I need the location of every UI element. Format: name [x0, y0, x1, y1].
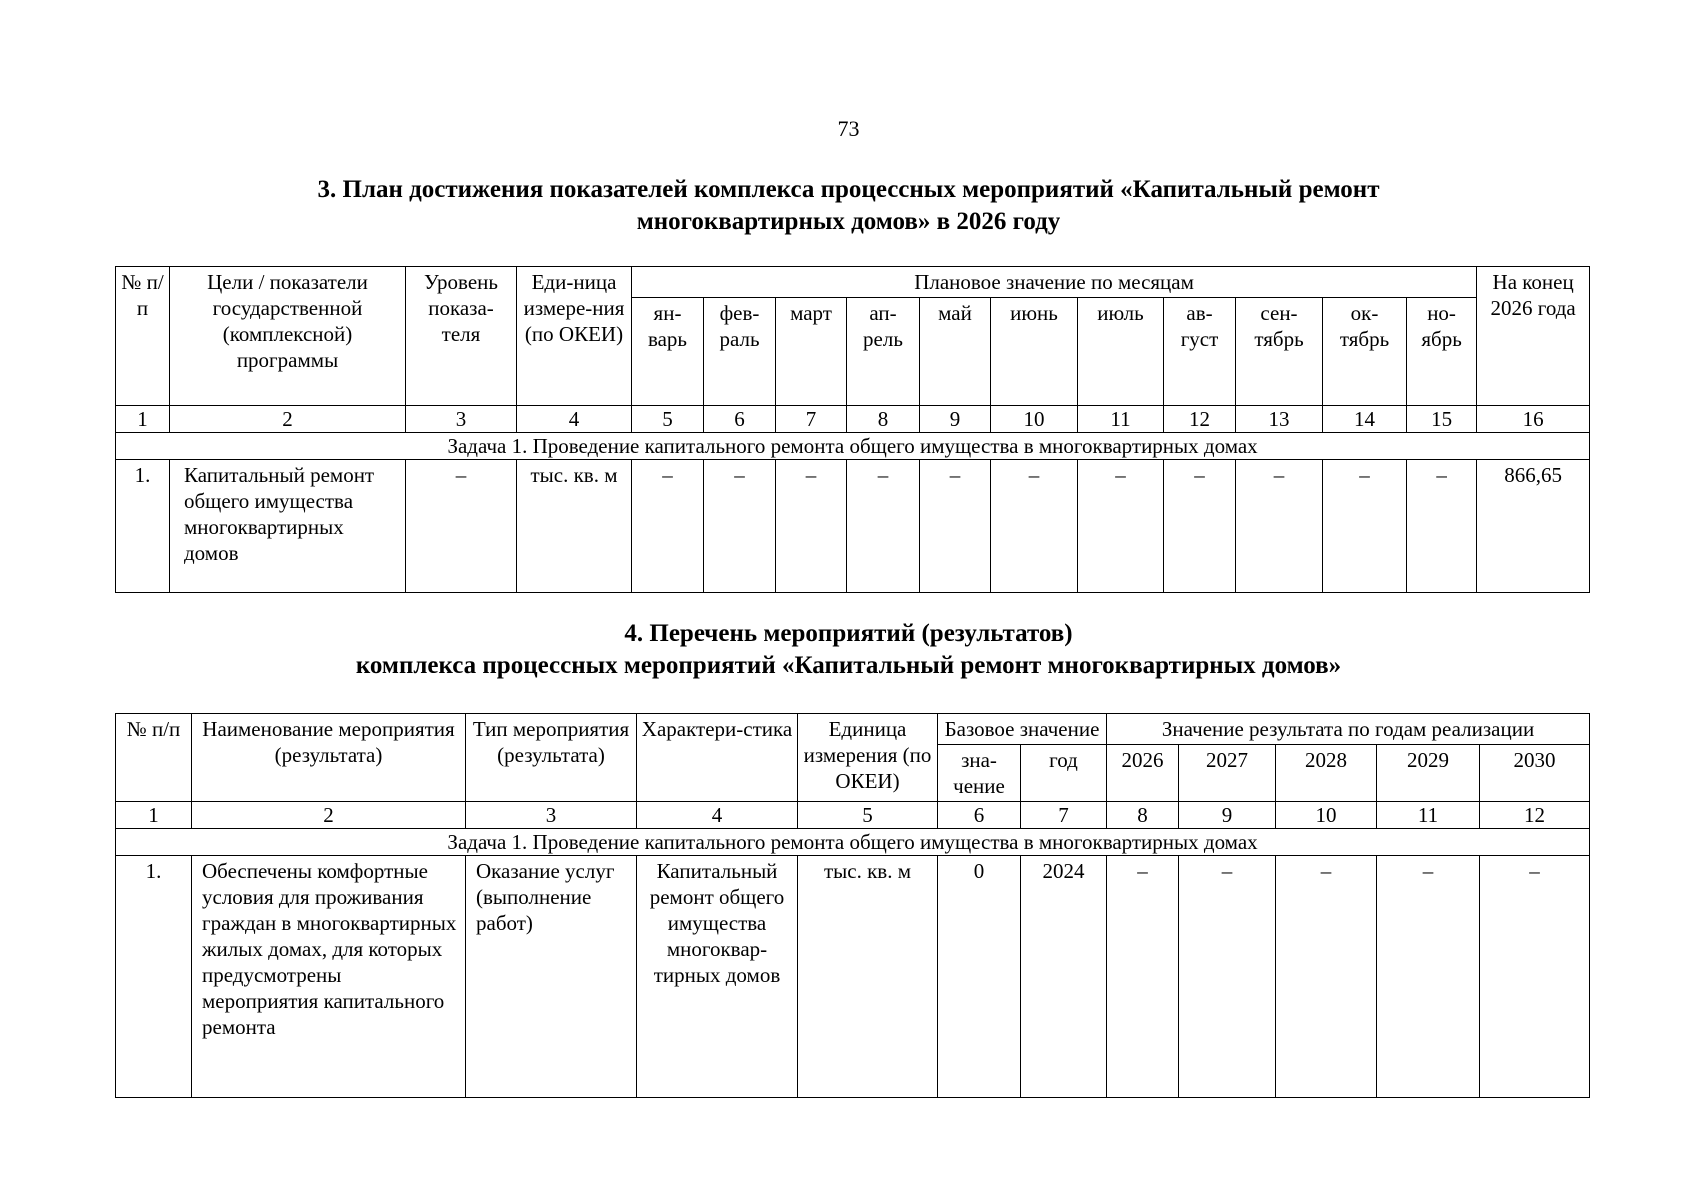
- col-number: 7: [1021, 802, 1107, 829]
- header-month: май: [920, 298, 991, 406]
- col-number: 15: [1407, 406, 1477, 433]
- base-value: 0: [938, 856, 1021, 1098]
- table2-column-numbers: [116, 802, 1590, 829]
- header-unit: Единица измерения (по ОКЕИ): [798, 714, 938, 802]
- header-month: ав-густ: [1164, 298, 1236, 406]
- activity-characteristic: Капитальный ремонт общего имущества многоквар-тирных домов: [637, 856, 798, 1098]
- indicator-level: –: [406, 460, 517, 593]
- col-number: 9: [920, 406, 991, 433]
- header-year: 2028: [1276, 745, 1377, 802]
- col-number: 2: [170, 406, 406, 433]
- month-value: –: [920, 460, 991, 593]
- col-number: 4: [517, 406, 632, 433]
- table1-column-numbers: [116, 406, 1590, 433]
- header-end-of-year: На конец 2026 года: [1477, 267, 1590, 406]
- month-value: –: [1236, 460, 1323, 593]
- col-number: 3: [466, 802, 637, 829]
- end-of-year-value: 866,65: [1477, 460, 1590, 593]
- col-number: 8: [847, 406, 920, 433]
- header-base-year: год: [1021, 745, 1107, 802]
- header-year: 2026: [1107, 745, 1179, 802]
- table2-header-row-1: [116, 714, 1590, 745]
- col-number: 12: [1164, 406, 1236, 433]
- task-title: Задача 1. Проведение капитального ремонта общего имущества в многоквартирных домах: [116, 433, 1590, 460]
- table-row: [116, 460, 1590, 593]
- col-number: 1: [116, 802, 192, 829]
- indicator-name: Капитальный ремонт общего имущества многоквартирных домов: [170, 460, 406, 593]
- header-activity-type: Тип мероприятия (результата): [466, 714, 637, 802]
- year-value: –: [1276, 856, 1377, 1098]
- header-month: фев-раль: [704, 298, 776, 406]
- header-year: 2029: [1377, 745, 1480, 802]
- month-value: –: [704, 460, 776, 593]
- month-value: –: [1078, 460, 1164, 593]
- year-value: –: [1480, 856, 1590, 1098]
- activity-type: Оказание услуг (выполнение работ): [466, 856, 637, 1098]
- header-month: март: [776, 298, 847, 406]
- table2-task-row: [116, 829, 1590, 856]
- header-no: № п/п: [116, 267, 170, 406]
- header-month: ап-рель: [847, 298, 920, 406]
- header-goals: Цели / показатели государственной (комплексной) программы: [170, 267, 406, 406]
- col-number: 6: [704, 406, 776, 433]
- header-month: ян-варь: [632, 298, 704, 406]
- header-unit: Еди-ница измере-ния (по ОКЕИ): [517, 267, 632, 406]
- col-number: 12: [1480, 802, 1590, 829]
- col-number: 4: [637, 802, 798, 829]
- col-number: 16: [1477, 406, 1590, 433]
- section-3-title-line2: многоквартирных домов» в 2026 году: [636, 208, 1061, 235]
- section-4-title-line1: 4. Перечень мероприятий (результатов): [624, 620, 1073, 647]
- month-value: –: [1164, 460, 1236, 593]
- col-number: 10: [1276, 802, 1377, 829]
- table-row: [116, 856, 1590, 1098]
- header-month: ок-тябрь: [1323, 298, 1407, 406]
- col-number: 9: [1179, 802, 1276, 829]
- header-month: сен-тябрь: [1236, 298, 1323, 406]
- col-number: 13: [1236, 406, 1323, 433]
- header-base: Базовое значение: [938, 714, 1107, 745]
- header-year: 2027: [1179, 745, 1276, 802]
- activity-unit: тыс. кв. м: [798, 856, 938, 1098]
- header-base-value: зна-чение: [938, 745, 1021, 802]
- year-value: –: [1179, 856, 1276, 1098]
- col-number: 2: [192, 802, 466, 829]
- col-number: 14: [1323, 406, 1407, 433]
- row-number: 1.: [116, 460, 170, 593]
- indicator-unit: тыс. кв. м: [517, 460, 632, 593]
- table1-header-row-1: [116, 267, 1590, 298]
- header-monthly: Плановое значение по месяцам: [632, 267, 1477, 298]
- header-no: № п/п: [116, 714, 192, 802]
- col-number: 7: [776, 406, 847, 433]
- section-4-title-line2: комплекса процессных мероприятий «Капитальный ремонт многоквартирных домов»: [355, 652, 1342, 679]
- header-activity-name: Наименование мероприятия (результата): [192, 714, 466, 802]
- section-4-title: [0, 618, 1697, 682]
- col-number: 5: [798, 802, 938, 829]
- section-3-title: [0, 174, 1697, 238]
- indicators-plan-table: [115, 266, 1590, 593]
- base-year: 2024: [1021, 856, 1107, 1098]
- month-value: –: [1407, 460, 1477, 593]
- month-value: –: [991, 460, 1078, 593]
- col-number: 11: [1078, 406, 1164, 433]
- col-number: 6: [938, 802, 1021, 829]
- header-month: июль: [1078, 298, 1164, 406]
- table1-task-row: [116, 433, 1590, 460]
- col-number: 3: [406, 406, 517, 433]
- year-value: –: [1107, 856, 1179, 1098]
- month-value: –: [1323, 460, 1407, 593]
- col-number: 10: [991, 406, 1078, 433]
- col-number: 5: [632, 406, 704, 433]
- header-month: июнь: [991, 298, 1078, 406]
- header-values-by-year: Значение результата по годам реализации: [1107, 714, 1590, 745]
- task-title: Задача 1. Проведение капитального ремонта общего имущества в многоквартирных домах: [116, 829, 1590, 856]
- year-value: –: [1377, 856, 1480, 1098]
- page-number: 73: [837, 116, 860, 141]
- month-value: –: [632, 460, 704, 593]
- activity-name: Обеспечены комфортные условия для проживания граждан в многоквартирных жилых домах, для которых предусмотрены мероприятия капитального ремонта: [192, 856, 466, 1098]
- header-level: Уровень показа-теля: [406, 267, 517, 406]
- header-month: но-ябрь: [1407, 298, 1477, 406]
- header-year: 2030: [1480, 745, 1590, 802]
- activities-table: [115, 713, 1590, 1098]
- month-value: –: [776, 460, 847, 593]
- header-characteristic: Характери-стика: [637, 714, 798, 802]
- col-number: 1: [116, 406, 170, 433]
- row-number: 1.: [116, 856, 192, 1098]
- col-number: 11: [1377, 802, 1480, 829]
- col-number: 8: [1107, 802, 1179, 829]
- month-value: –: [847, 460, 920, 593]
- section-3-title-line1: 3. План достижения показателей комплекса процессных мероприятий «Капитальный ремонт: [317, 176, 1380, 203]
